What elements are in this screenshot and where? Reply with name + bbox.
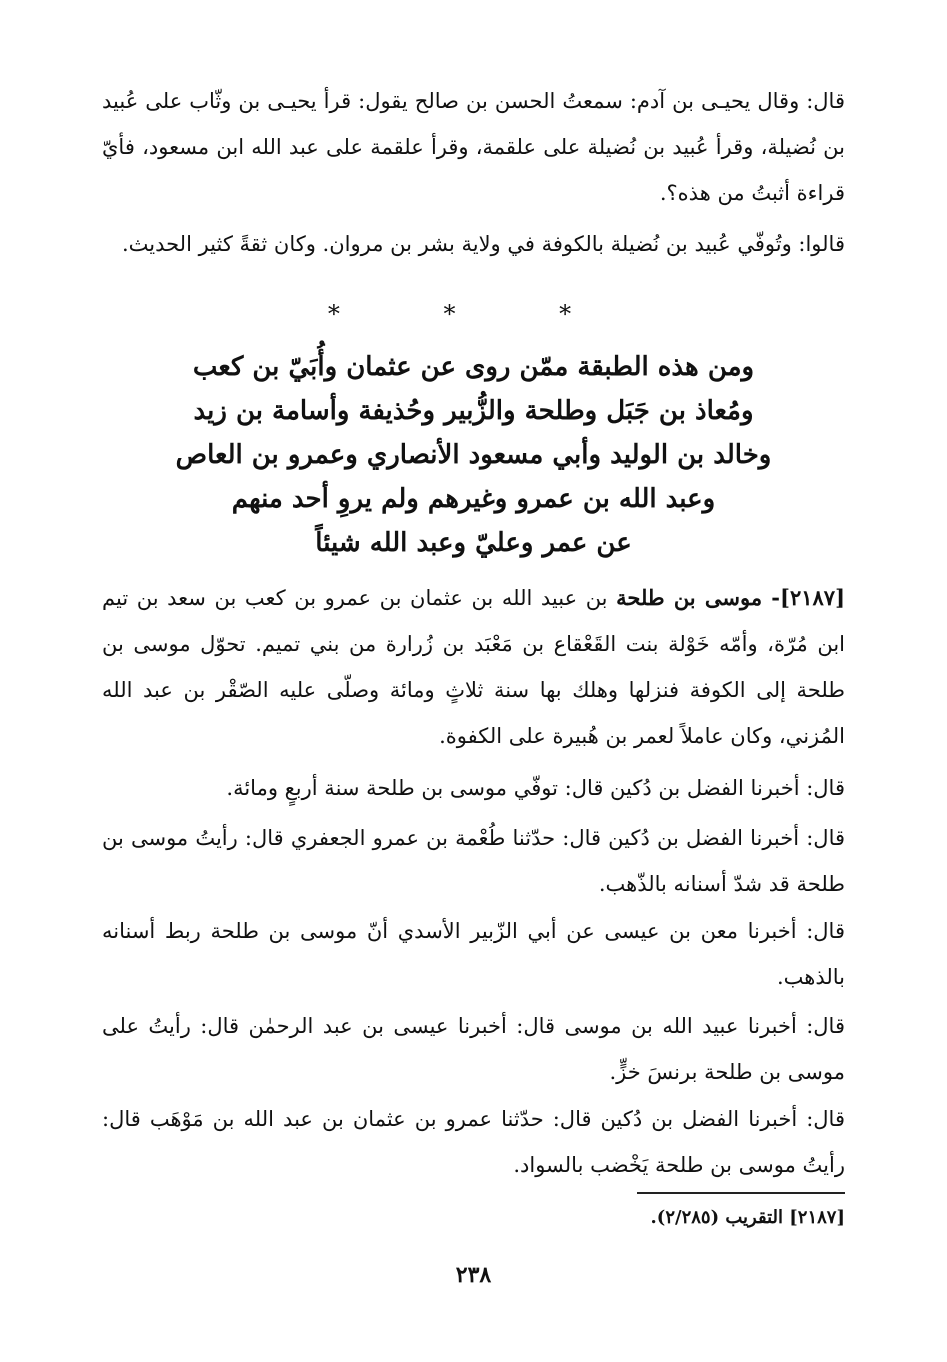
report-1: قال: أخبرنا الفضل بن دُكين قال: توفّي موسى بن طلحة سنة أربعٍ ومائة. (226, 776, 845, 800)
report-5: قال: أخبرنا الفضل بن دُكين قال: حدّثنا عمرو بن عثمان بن عبد الله بن مَوْهَب قال: رأيتُ موسى بن طلحة يَخْضب بالسواد. (102, 1107, 845, 1177)
footnote: [٢١٨٧] التقريب (٢/٢٨٥). (650, 1207, 845, 1228)
entry-number: [٢١٨٧] (780, 585, 846, 610)
heading-line-5: عن عمر وعليّ وعبد الله شيئاً (315, 528, 632, 558)
entry-text: بن عبيد الله بن عثمان بن عمرو بن كعب بن سعد بن تيم ابن مُرّة، وأمّه خَوْلة بنت القَعْقاع بن مَعْبَد بن زُرارة من بني تميم. تحوّل موسى بن طلحة إلى الكوفة فنزلها وهلك بها سنة ثلاثٍ ومائة وصلّى عليه الصّقْر بن عبد الله المُزني، وكان عاملاً لعمر بن هُبيرة على الكفوة. (102, 586, 845, 748)
report-3: قال: أخبرنا معن بن عيسى عن أبي الزّبير الأسدي أنّ موسى بن طلحة ربط أسنانه بالذهب. (102, 919, 845, 989)
heading-line-1: ومن هذه الطبقة ممّن روى عن عثمان وأُبَيّ بن كعب (192, 352, 755, 382)
heading-line-3: وخالد بن الوليد وأبي مسعود الأنصاري وعمرو بن العاص (175, 440, 772, 470)
report-2: قال: أخبرنا الفضل بن دُكين قال: حدّثنا طُعْمة بن عمرو الجعفري قال: رأيتُ موسى بن طلحة قد شدّ أسنانه بالذّهب. (102, 826, 845, 896)
section-separator: * * * (327, 300, 620, 328)
section-heading (102, 345, 845, 565)
heading-line-2: ومُعاذ بن جَبَل وطلحة والزُّبير وحُذيفة وأسامة بن زيد (193, 396, 754, 426)
report-4: قال: أخبرنا عبيد الله بن موسى قال: أخبرنا عيسى بن عبد الرحمٰن قال: رأيتُ على موسى بن طلحة برنسَ خزٍّ. (102, 1014, 845, 1084)
footnote-divider (637, 1192, 845, 1194)
entry-name: - موسى بن طلحة (616, 585, 781, 610)
paragraph-chain-of-readers: قال: وقال يحيـى بن آدم: سمعتُ الحسن بن صالح يقول: قرأ يحيـى بن وثّاب على عُبيد بن نُضيلة، وقرأ عُبيد بن نُضيلة على علقمة، وقرأ علقمة على عبد الله ابن مسعود، فأيّ قراءة أثبتُ من هذه؟. (102, 89, 845, 205)
paragraph-death-note: قالوا: وتُوفّي عُبيد بن نُضيلة بالكوفة في ولاية بشر بن مروان. وكان ثقةً كثير الحديث. (121, 232, 845, 256)
biography-entry (102, 575, 845, 759)
heading-line-4: وعبد الله بن عمرو وغيرهم ولم يروِ أحد منهم (231, 484, 716, 514)
page-number: ٢٣٨ (455, 1262, 492, 1288)
